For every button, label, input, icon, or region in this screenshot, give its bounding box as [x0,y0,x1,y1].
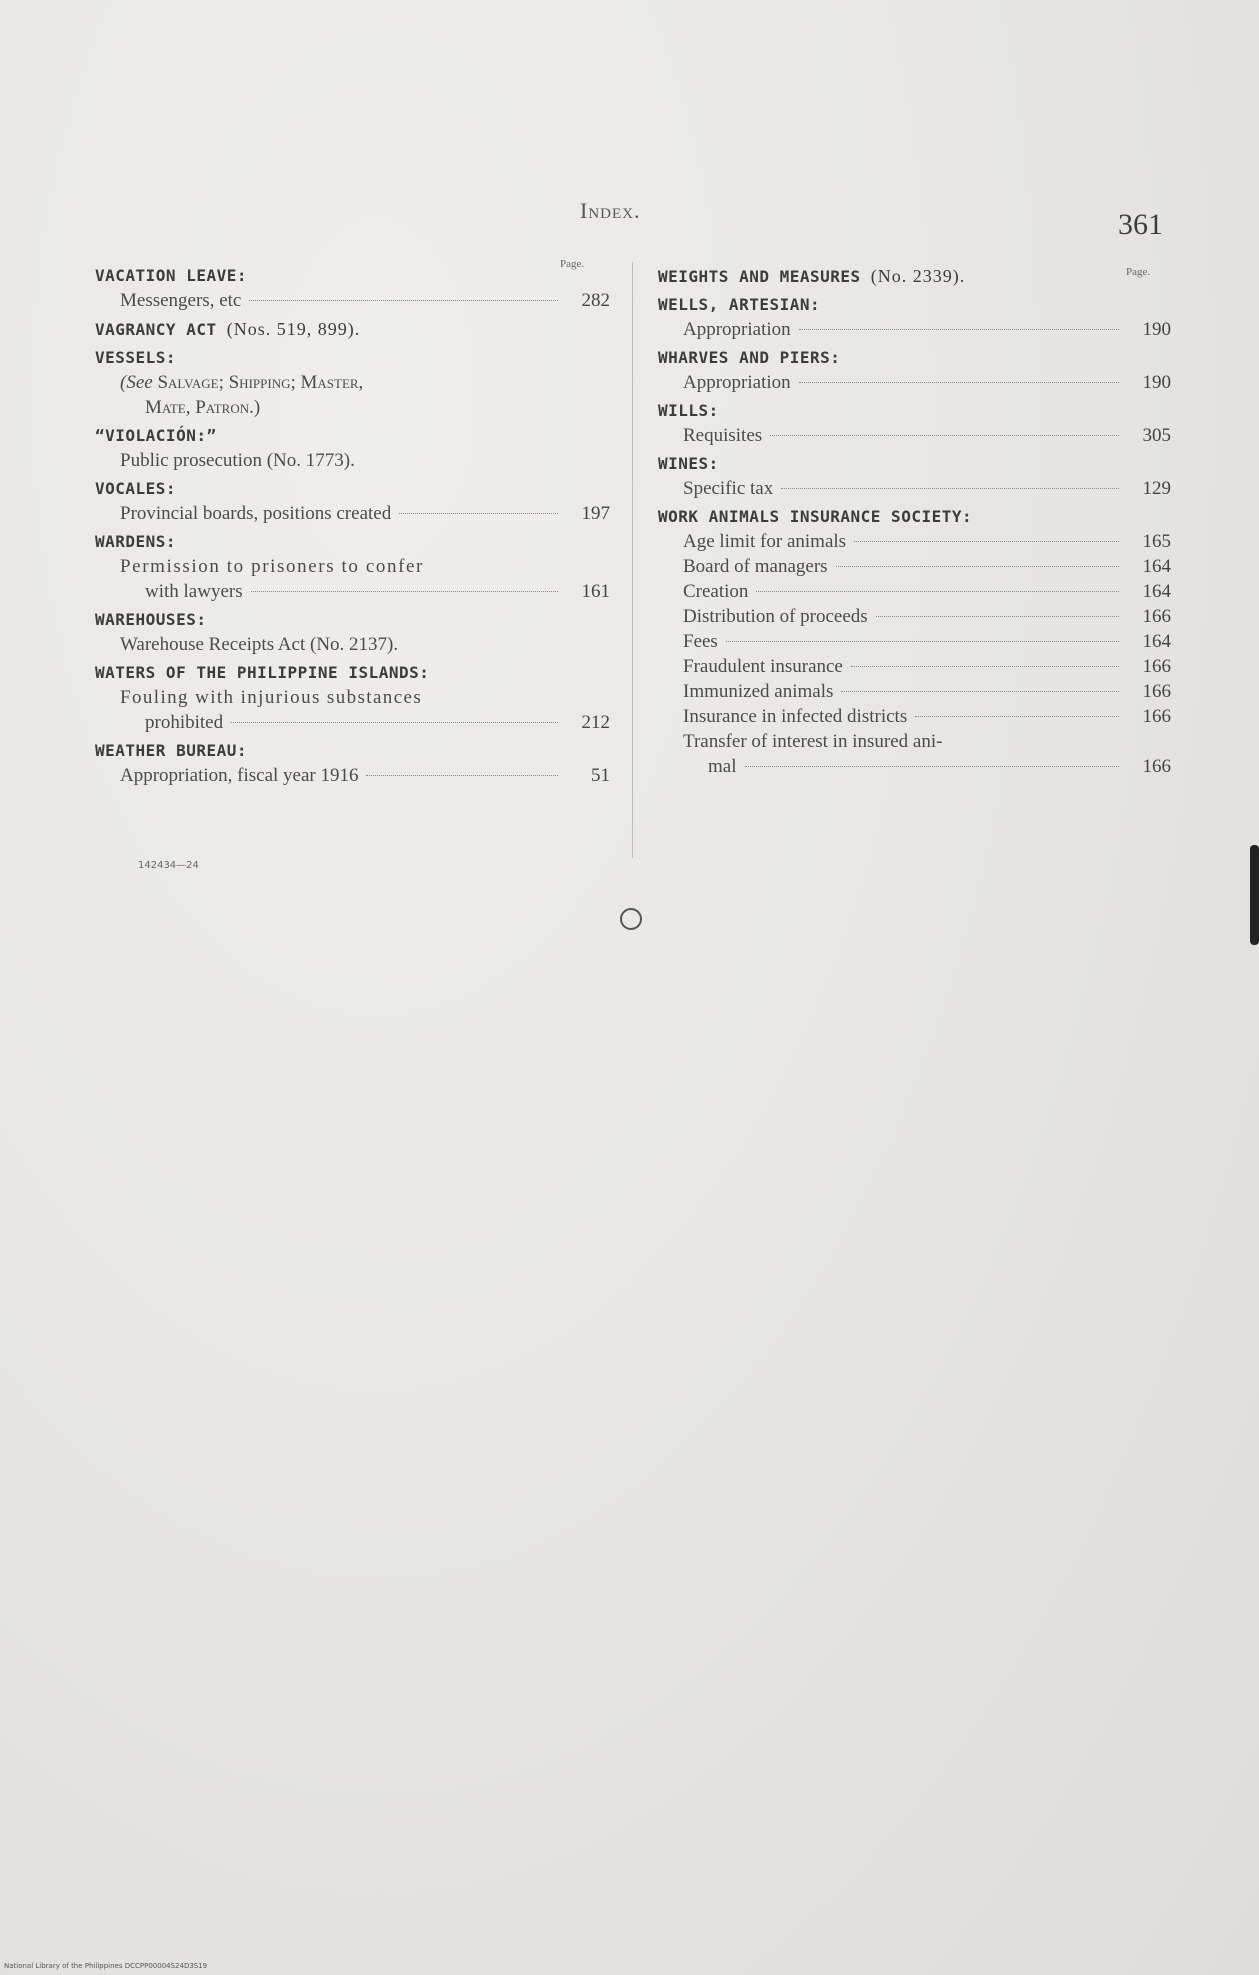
entry-text-line2: mal [708,756,737,777]
entry-text-line1: Fouling with injurious substances [120,687,423,708]
index-heading: WEATHER BUREAU: [95,741,247,760]
entry-text: Messengers, etc [120,290,242,311]
entry-page: 166 [1142,656,1171,677]
entry-line2 [658,754,1171,779]
dot-leader [399,513,558,514]
index-heading: WATERS OF THE PHILIPPINE ISLANDS: [95,663,430,682]
left-page-column-label: Page. [560,258,585,270]
entry-text: Distribution of proceeds [683,606,868,627]
entry-page: 129 [1142,478,1171,499]
entry-text-line1: Permission to prisoners to confer [120,556,424,577]
entry-text-line2: with lawyers [145,581,243,602]
dot-leader [726,641,1119,642]
entry-page: 51 [591,765,610,786]
entry-text: Specific tax [683,478,774,499]
dot-leader [799,329,1119,330]
entry-text: Age limit for animals [683,531,847,552]
dot-leader [231,722,558,723]
index-entry [658,629,1171,654]
heading-tail: (No. 2339). [870,266,966,286]
dot-leader [799,382,1119,383]
column-divider [632,262,633,858]
index-column-left [95,260,610,788]
dot-leader [251,591,558,592]
dot-leader [915,716,1119,717]
index-heading: WELLS, ARTESIAN: [658,295,821,314]
entry-text: Appropriation [683,319,791,340]
entry-text: Warehouse Receipts Act (No. 2137). [120,634,399,655]
dot-leader [366,775,558,776]
see-targets: Salvage; Shipping; Master, [157,372,364,393]
dot-leader [770,435,1119,436]
index-entry [658,554,1171,579]
entry-page: 190 [1142,319,1171,340]
index-entry [95,632,610,657]
right-page-column-label: Page. [1126,266,1151,278]
index-entry [95,288,610,313]
entry-page: 166 [1142,756,1171,777]
entry-page: 166 [1142,606,1171,627]
index-entry [658,370,1171,395]
index-entry [658,679,1171,704]
entry-text: Immunized animals [683,681,834,702]
scan-credit: National Library of the Philippines DCCPP00004S24D3S19 [4,1962,208,1970]
entry-text: Appropriation, fiscal year 1916 [120,765,359,786]
entry-page: 190 [1142,372,1171,393]
entry-text: Board of managers [683,556,828,577]
see-targets-continued: Mate, Patron.) [145,397,261,418]
index-heading: VOCALES: [95,479,177,498]
index-heading: WARDENS: [95,532,177,551]
index-entry [658,476,1171,501]
index-heading: VESSELS: [95,348,177,367]
index-heading: “VIOLACIÓN:” [95,426,217,445]
entry-text-line2: prohibited [145,712,224,733]
entry-page: 282 [581,290,610,311]
index-heading: WHARVES AND PIERS: [658,348,841,367]
entry-page: 164 [1142,631,1171,652]
entry-text: Appropriation [683,372,791,393]
entry-page: 164 [1142,581,1171,602]
index-entry [658,729,1171,779]
index-entry [658,579,1171,604]
index-entry [658,317,1171,342]
index-entry [658,604,1171,629]
entry-text-line1: Transfer of interest in insured ani- [683,731,943,752]
dot-leader [876,616,1119,617]
dot-leader [745,766,1120,767]
index-heading: WORK ANIMALS INSURANCE SOCIETY: [658,507,973,526]
dot-leader [854,541,1119,542]
dot-leader [756,591,1119,592]
entry-text: Requisites [683,425,763,446]
index-entry [95,501,610,526]
dot-leader [249,300,558,301]
index-entry [95,554,610,604]
index-heading: WINES: [658,454,719,473]
see-word: (See [120,372,153,393]
entry-page: 212 [581,712,610,733]
index-heading [95,317,610,342]
see-reference [95,370,610,420]
entry-page: 197 [581,503,610,524]
entry-page: 305 [1142,425,1171,446]
dot-leader [841,691,1119,692]
entry-text: Fraudulent insurance [683,656,843,677]
page-number: 361 [1118,208,1163,241]
end-circle-mark [620,908,642,930]
entry-page: 166 [1142,681,1171,702]
entry-page: 161 [581,581,610,602]
entry-text: Fees [683,631,718,652]
index-entry [95,448,610,473]
entry-text: Provincial boards, positions created [120,503,392,524]
signature-mark: 142434—24 [138,860,199,871]
index-entry [658,423,1171,448]
index-heading: VACATION LEAVE: [95,266,247,285]
entry-page: 164 [1142,556,1171,577]
entry-line2 [95,710,610,735]
entry-text: Public prosecution (No. 1773). [120,450,355,471]
index-entry [95,763,610,788]
dot-leader [836,566,1119,567]
index-heading: WAREHOUSES: [95,610,207,629]
entry-line2 [95,579,610,604]
index-entry [95,685,610,735]
heading-tail: (Nos. 519, 899). [226,319,361,339]
entry-page: 165 [1142,531,1171,552]
heading-text: VAGRANCY ACT [95,320,217,339]
index-heading: WILLS: [658,401,719,420]
running-head: Index. [580,198,641,223]
index-column-right [658,260,1171,779]
binding-edge-mark [1250,845,1259,945]
index-entry [658,654,1171,679]
index-entry [658,704,1171,729]
entry-text: Insurance in infected districts [683,706,908,727]
dot-leader [781,488,1119,489]
dot-leader [851,666,1119,667]
index-entry [658,529,1171,554]
heading-text: WEIGHTS AND MEASURES [658,267,861,286]
index-heading [658,264,1171,289]
entry-text: Creation [683,581,749,602]
entry-page: 166 [1142,706,1171,727]
